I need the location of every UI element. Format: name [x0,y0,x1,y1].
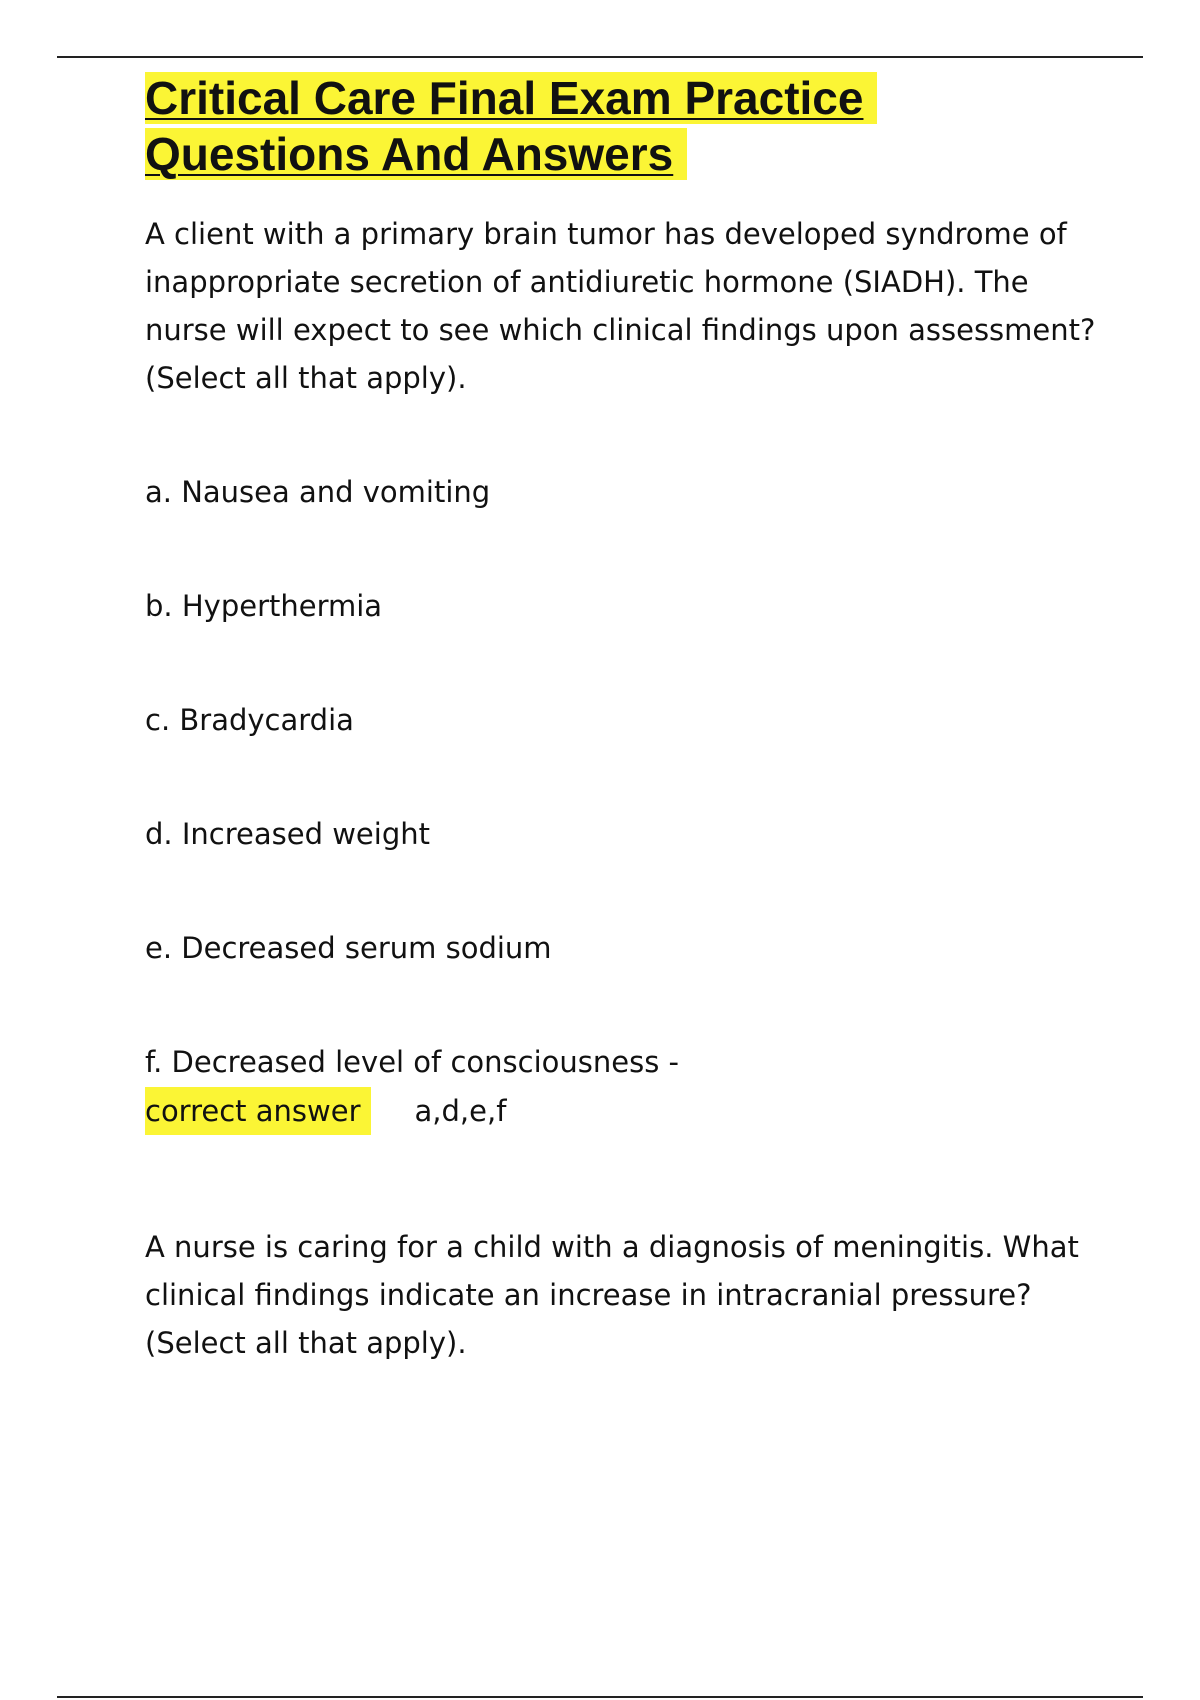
document-body [145,70,1105,1367]
option-c: c. Bradycardia [145,703,354,737]
question-1-text: A client with a primary brain tumor has developed syndrome of inappropriate secretion of antidiuretic hormone (SIADH). The nurse will expect to see which clinical findings upon assessment? (Select all that apply). [145,217,1096,395]
title-line-1: Critical Care Final Exam Practice [145,72,877,124]
answer-value: a,d,e,f [414,1094,507,1128]
option-e: e. Decreased serum sodium [145,931,552,965]
option-b: b. Hyperthermia [145,589,383,623]
page-title [145,70,935,182]
title-line-2: Questions And Answers [145,128,687,180]
option-d: d. Increased weight [145,817,430,851]
answer-row [145,1087,1105,1135]
option-a: a. Nausea and vomiting [145,475,491,509]
bottom-rule [57,1696,1143,1698]
top-rule [57,56,1143,58]
answer-label: correct answer [145,1087,371,1135]
question-2-text: A nurse is caring for a child with a diagnosis of meningitis. What clinical findings indicate an increase in intracranial pressure? (Select all that apply). [145,1230,1079,1360]
option-f: f. Decreased level of consciousness - [145,1045,680,1079]
